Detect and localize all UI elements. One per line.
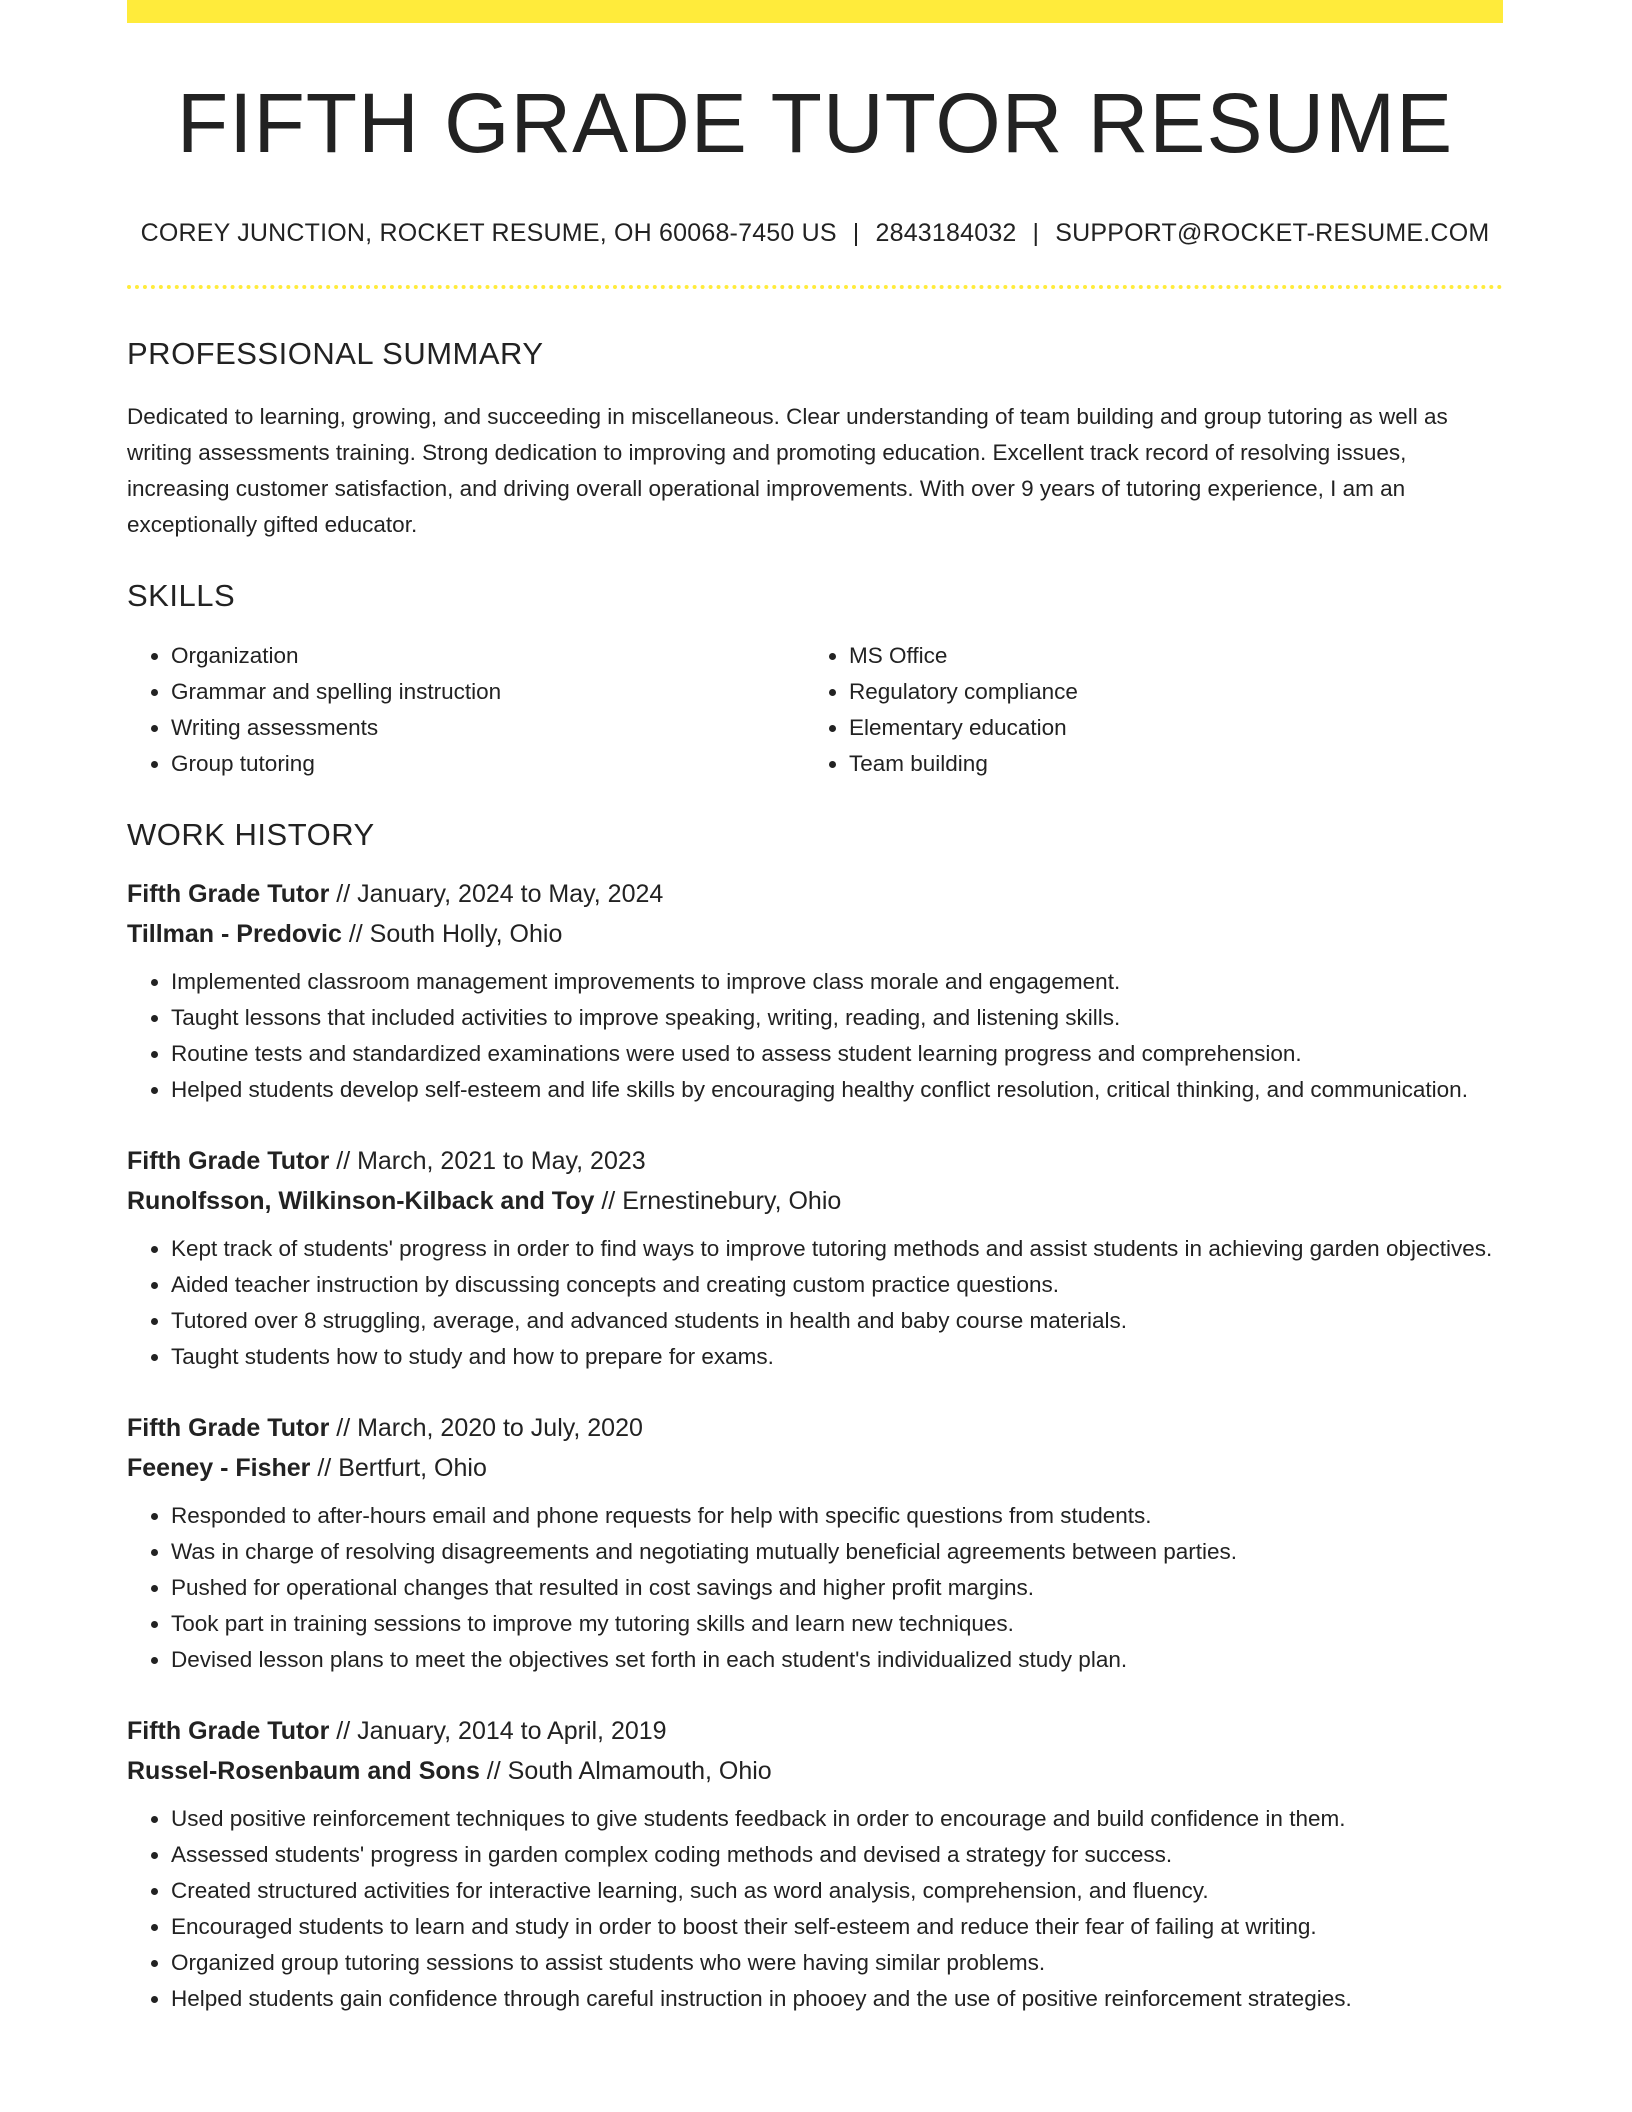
- job-role: Fifth Grade Tutor: [127, 880, 330, 909]
- summary-text: Dedicated to learning, growing, and succeeding in miscellaneous. Clear understanding of team building and group tutoring as well as writing assessments training. Strong dedication to improving and promoting education. Excellent track record of resolving issues, increasing customer satisfaction, and driving overall operational improvements. With over 9 years of tutoring experience, I am an exceptionally gifted educator.: [127, 404, 1448, 538]
- job-entry: [127, 1711, 1503, 2017]
- job-dates: // January, 2014 to April, 2019: [329, 1717, 667, 1746]
- skill-item: • Elementary education: [849, 710, 1483, 746]
- job-location: // South Almamouth, Ohio: [479, 1757, 772, 1786]
- skills-list: [127, 638, 1503, 782]
- job-bullet: • Responded to after-hours email and phone requests for help with specific questions from students.: [171, 1498, 1503, 1534]
- job-role: Fifth Grade Tutor: [127, 1717, 330, 1746]
- job-bullets: [127, 1498, 1503, 1678]
- job-bullet: • Helped students gain confidence through careful instruction in phooey and the use of positive reinforcement strategies.: [171, 1981, 1503, 2017]
- work-history-heading: WORK HISTORY: [127, 817, 375, 853]
- job-company-line: [127, 914, 1503, 954]
- job-role-line: [127, 1141, 1503, 1181]
- skills-column-left: [127, 638, 805, 782]
- job-location: // South Holly, Ohio: [341, 920, 563, 949]
- top-accent-bar: [127, 0, 1503, 23]
- job-role-line: [127, 1711, 1503, 1751]
- contact-address: COREY JUNCTION, ROCKET RESUME, OH 60068-7450 US: [140, 219, 837, 248]
- job-bullets: [127, 1801, 1503, 2017]
- skills-heading: SKILLS: [127, 578, 236, 614]
- job-bullet: • Took part in training sessions to improve my tutoring skills and learn new techniques.: [171, 1606, 1503, 1642]
- job-bullet: • Organized group tutoring sessions to assist students who were having similar problems.: [171, 1945, 1503, 1981]
- job-bullet: • Routine tests and standardized examinations were used to assess student learning progress and comprehension.: [171, 1036, 1503, 1072]
- contact-line: [127, 221, 1503, 246]
- resume-title: FIFTH GRADE TUTOR RESUME: [176, 76, 1454, 170]
- job-role-line: [127, 1408, 1503, 1448]
- job-dates: // March, 2020 to July, 2020: [329, 1414, 643, 1443]
- resume-page: [127, 0, 1503, 2017]
- job-bullet: • Aided teacher instruction by discussing concepts and creating custom practice questions.: [171, 1267, 1503, 1303]
- job-bullets: [127, 1231, 1503, 1375]
- summary-heading: PROFESSIONAL SUMMARY: [127, 336, 544, 372]
- contact-separator: |: [852, 219, 860, 248]
- job-bullet: • Helped students develop self-esteem and life skills by encouraging healthy conflict resolution, critical thinking, and communication.: [171, 1072, 1503, 1108]
- dotted-divider: [127, 285, 1503, 289]
- skill-item: • MS Office: [849, 638, 1483, 674]
- job-bullets: [127, 964, 1503, 1108]
- contact-phone: 2843184032: [875, 219, 1017, 248]
- job-bullet: • Encouraged students to learn and study in order to boost their self-esteem and reduce their fear of failing at writing.: [171, 1909, 1503, 1945]
- contact-separator: |: [1032, 219, 1040, 248]
- job-dates: // March, 2021 to May, 2023: [329, 1147, 646, 1176]
- skill-item: • Team building: [849, 746, 1483, 782]
- skill-item: • Grammar and spelling instruction: [171, 674, 805, 710]
- job-bullet: • Kept track of students' progress in order to find ways to improve tutoring methods and assist students in achieving garden objectives.: [171, 1231, 1503, 1267]
- job-bullet: • Taught lessons that included activities to improve speaking, writing, reading, and listening skills.: [171, 1000, 1503, 1036]
- job-role: Fifth Grade Tutor: [127, 1147, 330, 1176]
- contact-email: SUPPORT@ROCKET-RESUME.COM: [1055, 219, 1490, 248]
- job-bullet: • Tutored over 8 struggling, average, and advanced students in health and baby course materials.: [171, 1303, 1503, 1339]
- job-company: Tillman - Predovic: [127, 920, 342, 949]
- job-bullet: • Pushed for operational changes that resulted in cost savings and higher profit margins.: [171, 1570, 1503, 1606]
- job-bullet: • Implemented classroom management improvements to improve class morale and engagement.: [171, 964, 1503, 1000]
- skill-item: • Group tutoring: [171, 746, 805, 782]
- job-company-line: [127, 1751, 1503, 1791]
- skills-column-right: [805, 638, 1483, 782]
- job-entry: [127, 1141, 1503, 1375]
- job-bullet: • Assessed students' progress in garden complex coding methods and devised a strategy for success.: [171, 1837, 1503, 1873]
- skill-item: • Regulatory compliance: [849, 674, 1483, 710]
- job-bullet: • Taught students how to study and how to prepare for exams.: [171, 1339, 1503, 1375]
- job-entry: [127, 874, 1503, 1108]
- job-role: Fifth Grade Tutor: [127, 1414, 330, 1443]
- job-company-line: [127, 1448, 1503, 1488]
- job-entry: [127, 1408, 1503, 1678]
- skill-item: • Writing assessments: [171, 710, 805, 746]
- skill-item: • Organization: [171, 638, 805, 674]
- job-bullet: • Created structured activities for interactive learning, such as word analysis, comprehension, and fluency.: [171, 1873, 1503, 1909]
- job-location: // Bertfurt, Ohio: [310, 1454, 487, 1483]
- job-bullet: • Used positive reinforcement techniques to give students feedback in order to encourage and build confidence in them.: [171, 1801, 1503, 1837]
- job-company-line: [127, 1181, 1503, 1221]
- job-bullet: • Devised lesson plans to meet the objectives set forth in each student's individualized study plan.: [171, 1642, 1503, 1678]
- job-role-line: [127, 874, 1503, 914]
- job-dates: // January, 2024 to May, 2024: [329, 880, 664, 909]
- job-company: Russel-Rosenbaum and Sons: [127, 1757, 480, 1786]
- job-bullet: • Was in charge of resolving disagreements and negotiating mutually beneficial agreements between parties.: [171, 1534, 1503, 1570]
- job-company: Runolfsson, Wilkinson-Kilback and Toy: [127, 1187, 595, 1216]
- job-location: // Ernestinebury, Ohio: [594, 1187, 842, 1216]
- job-company: Feeney - Fisher: [127, 1454, 311, 1483]
